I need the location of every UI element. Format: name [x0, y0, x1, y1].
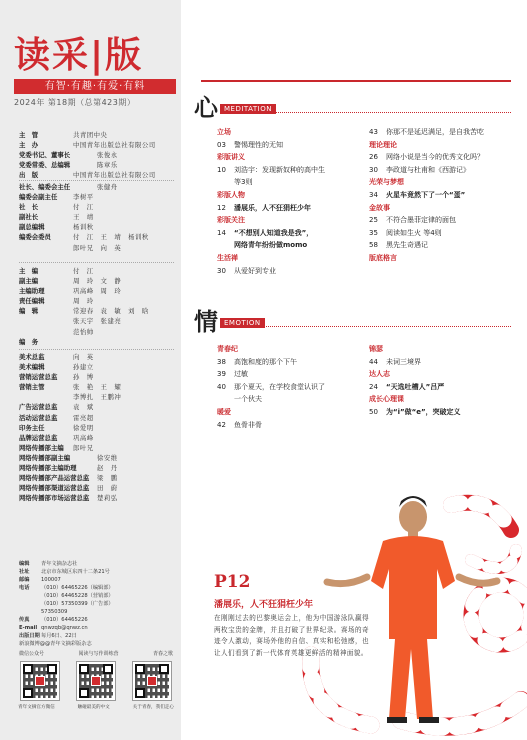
toc-entry[interactable] [369, 126, 519, 139]
toc-entry[interactable] [217, 356, 367, 369]
toc-title: 未词三境界 [386, 357, 421, 366]
toc-title: 警惕理性的无知 [234, 140, 283, 149]
youth-song-qr-code[interactable] [132, 661, 172, 701]
staff-row [19, 150, 179, 160]
staff-row [19, 160, 179, 170]
toc-category: 达人志 [369, 370, 390, 379]
toc-title: 火星车竟然下了一个“蛋” [386, 190, 466, 199]
masthead-sidebar [0, 0, 181, 740]
toc-entry[interactable] [217, 368, 367, 381]
toc-category: 彩版关注 [217, 216, 245, 225]
staff-row [19, 413, 179, 423]
staff-role: 社长、编委会主任 [19, 183, 71, 191]
staff-name: 向 英 [73, 353, 94, 361]
staff-row [19, 453, 179, 463]
staff-row [19, 423, 179, 433]
staff-role: 营销运营总监 [19, 373, 58, 382]
staff-name: 袁 斌 [73, 403, 94, 412]
staff-row [19, 243, 179, 253]
staff-role: 主 办 [19, 141, 39, 150]
staff-role: 责任编辑 [19, 297, 45, 306]
staff-row [19, 443, 179, 453]
toc-column-left-emotion [217, 343, 367, 431]
staff-role: 广告运营总监 [19, 403, 58, 412]
staff-name: 付 江 王 靖 杨训秋 [73, 233, 149, 242]
staff-name: 常迎春 袁 敏 刘 晗 [73, 307, 149, 316]
toc-category: 理论理论 [369, 140, 397, 149]
staff-role: 网络传播部主编助理 [19, 464, 77, 473]
feature-description: 在刚刚过去的巴黎奥运会上，他为中国游泳队赢得两枚宝贵的金牌，并且打破了世界纪录。赛场的奇迹令人激动，赛场外他的自信、真实和松弛感，也让人们看到了新一代体育英雄更鲜活的精神面貌。 [214, 614, 369, 657]
feature-page-number: P12 [214, 572, 251, 592]
magazine-slogan: 有智·有趣·有爱·有料 [14, 79, 176, 94]
toc-page-number: 30 [369, 165, 378, 174]
staff-name: 孙建立 [73, 363, 94, 372]
toc-category: 彩版讲义 [217, 153, 245, 162]
staff-row [19, 327, 179, 337]
toc-entry[interactable] [217, 265, 367, 278]
toc-page-number: 03 [217, 140, 226, 149]
divider [19, 180, 174, 181]
staff-role: 美术编辑 [19, 363, 45, 372]
staff-role: 社 长 [19, 203, 39, 212]
divider [19, 262, 174, 263]
toc-title: 过敏 [234, 370, 248, 379]
staff-name: 共青团中央 [73, 131, 108, 139]
toc-page-number: 34 [369, 190, 378, 199]
toc-category: 彩版人物 [217, 190, 245, 199]
staff-role: 营销主管 [19, 383, 45, 392]
staff-role: 编委会副主任 [19, 193, 58, 202]
section-rule [271, 112, 511, 113]
toc-title: 等3则 [234, 178, 253, 187]
staff-row [19, 316, 179, 326]
toc-page-number: 39 [217, 370, 226, 379]
operations-staff [19, 352, 179, 503]
toc-page-number: 25 [369, 216, 378, 225]
toc-page-number [217, 176, 234, 189]
toc-category: 生活禅 [217, 253, 238, 262]
staff-role: 网络传播部产品运营总监 [19, 474, 90, 483]
toc-category: 成长心理课 [369, 395, 404, 404]
toc-page-number: 26 [369, 153, 378, 162]
staff-role: 编 辑 [19, 307, 39, 316]
staff-row [19, 232, 179, 242]
toc-entry[interactable] [217, 176, 367, 189]
staff-name: 张 艳 王 耀 [73, 383, 122, 392]
staff-row [19, 382, 179, 392]
staff-row [19, 392, 179, 402]
staff-name: 付 江 [73, 203, 94, 212]
editorial-board [19, 182, 179, 253]
toc-page-number: 50 [369, 407, 378, 416]
staff-role: 印务主任 [19, 423, 45, 432]
toc-page-number: 35 [369, 228, 378, 237]
section-heading-meditation [194, 96, 276, 120]
staff-name: 郎叶兄 向 英 [73, 243, 122, 252]
toc-entry[interactable] [369, 381, 519, 394]
staff-name: 周 玲 文 静 [73, 277, 122, 286]
staff-name: 赵 丹 [97, 464, 118, 473]
section-char: 情 [194, 308, 218, 336]
staff-name: 周 玲 [73, 297, 94, 306]
toc-entry[interactable] [369, 189, 519, 202]
reading-camp-qr-code[interactable] [76, 661, 116, 701]
section-en-label: MEDITATION [220, 104, 276, 114]
staff-role: 副主编 [19, 277, 39, 286]
toc-title: 网络青年纷纷做momo [234, 241, 308, 250]
toc-title: 刘浩宇：发现新奴种的高中生 [234, 165, 325, 174]
toc-title: 黑先生奇遇记 [386, 241, 428, 250]
toc-entry[interactable] [369, 227, 519, 240]
staff-row [19, 433, 179, 443]
staff-role: 副总编辑 [19, 223, 45, 232]
toc-page-number: 43 [369, 128, 378, 136]
publisher-info [19, 130, 179, 180]
staff-row [19, 306, 179, 316]
staff-row [19, 170, 179, 180]
toc-column-left [217, 126, 367, 277]
staff-name: 张俊永 [97, 151, 118, 160]
staff-name: 巩高峰 周 玲 [73, 287, 122, 296]
toc-category: 版底格言 [369, 253, 397, 262]
staff-role [19, 327, 73, 337]
toc-category: 暖爱 [217, 407, 231, 416]
contact-info: 编辑 青年文摘杂志社 社址 北京市东城区东四十二条21号 邮编 100007 电话 （010）64465226（编辑部） （010）64465228（营销部） （010）57350399（广告部） 57350309 传真 （010）64465226 E-mail qnwzqb@qnwz.cn 出版日期每月6日、22日 新浪微博@@青年文摘彩版杂志 [19, 561, 114, 647]
header-rule [201, 80, 511, 82]
toc-page-number: 24 [369, 382, 378, 391]
toc-page-number: 42 [217, 420, 226, 429]
qr-subcaption: 青年文摘官方微信 [18, 705, 55, 710]
staff-row [19, 372, 179, 382]
staff-name: 楚莉弘 [97, 494, 118, 503]
staff-name: 田 蔚 [97, 484, 118, 493]
staff-name: 付 江 [73, 267, 94, 275]
staff-row [19, 266, 179, 276]
toc-page-number [217, 239, 234, 252]
toc-entry[interactable] [369, 406, 519, 419]
section-en-label: EMOTION [220, 318, 265, 328]
toc-column-right [369, 126, 519, 265]
staff-role: 主编助理 [19, 287, 45, 296]
staff-name: 梁 鹏 [97, 474, 118, 483]
qr-caption: 微信公众号 [19, 651, 45, 657]
staff-row [19, 402, 179, 412]
toc-entry[interactable] [217, 393, 367, 406]
staff-name: 巩高峰 [73, 433, 94, 442]
staff-row [19, 192, 179, 202]
staff-role: 主 管 [19, 131, 39, 139]
toc-page-number: 30 [217, 266, 226, 275]
staff-role [19, 392, 73, 402]
staff-row [19, 352, 179, 362]
toc-entry[interactable] [217, 227, 367, 240]
toc-entry[interactable] [217, 164, 367, 177]
toc-page-number: 12 [217, 203, 226, 212]
toc-page-number: 58 [369, 241, 378, 250]
staff-name: 陈章乐 [97, 161, 118, 170]
staff-role [19, 316, 73, 326]
toc-category: 光荣与梦想 [369, 178, 404, 187]
toc-page-number: 38 [217, 357, 226, 366]
toc-entry[interactable] [217, 239, 367, 252]
section-rule [263, 326, 511, 327]
qr-caption: 阅读与写作训练营 [78, 651, 119, 657]
staff-role: 网络传播部市场运营总监 [19, 494, 90, 503]
toc-title: “天选吐槽人”吕严 [386, 382, 445, 391]
staff-name: 中国青年出版总社有限公司 [73, 171, 156, 180]
toc-title: “不想别人知道我是我”， [234, 228, 314, 237]
toc-entry[interactable] [369, 164, 519, 177]
staff-name: 杨训秋 [73, 223, 94, 232]
qr-codes [16, 650, 176, 710]
toc-category: 锦瑟 [369, 345, 383, 353]
staff-name: 张天宇 张建亮 [73, 317, 122, 326]
staff-role: 党委常委、总编辑 [19, 161, 71, 170]
toc-page-number: 40 [217, 382, 226, 391]
qr-subcaption: 关于青春，我们走心 [132, 705, 174, 710]
staff-row [19, 362, 179, 372]
staff-row [19, 337, 179, 347]
table-of-contents [181, 0, 527, 740]
staff-name: 徐爱明 [73, 423, 94, 432]
toc-page-number: 14 [217, 228, 226, 237]
staff-role: 主 编 [19, 267, 39, 275]
staff-role: 美术总监 [19, 353, 45, 361]
toc-title: 从爱好到专业 [234, 266, 276, 275]
email-link[interactable]: qnwzqb@qnwz.cn [41, 625, 88, 631]
staff-role: 党委书记、董事长 [19, 151, 71, 160]
toc-category: 立场 [217, 128, 231, 136]
staff-row [19, 483, 179, 493]
toc-entry[interactable] [369, 356, 519, 369]
staff-name: 郎叶兄 [73, 443, 94, 452]
toc-title: 你那不是延迟满足，是自我苦吃 [386, 128, 484, 136]
section-char: 心 [194, 94, 218, 122]
staff-row [19, 130, 179, 140]
qr-subcaption: 触碰最美的中文 [77, 705, 110, 710]
staff-name: 雷亮超 [73, 413, 94, 422]
toc-title: 一个伙夫 [234, 395, 262, 404]
staff-name: 徐安维 [97, 453, 118, 462]
staff-row [19, 493, 179, 503]
toc-entry[interactable] [217, 202, 367, 215]
feature-title[interactable]: 潘展乐，人不狂狷枉少年 [214, 600, 314, 610]
section-heading-emotion [194, 310, 265, 334]
issue-number: 2024年 第18期（总第423期） [14, 98, 136, 107]
staff-row [19, 212, 179, 222]
toc-title: 不符合墨菲定律的面包 [386, 216, 456, 225]
staff-row [19, 202, 179, 212]
divider [19, 349, 174, 350]
toc-title: 阅读如生火 等4则 [386, 228, 442, 237]
toc-title: 那个夏天，在学校食堂认识了 [234, 382, 325, 391]
staff-row [19, 286, 179, 296]
staff-row [19, 222, 179, 232]
staff-role: 网络传播部渠道运营总监 [19, 484, 90, 493]
staff-row [19, 276, 179, 286]
staff-row [19, 463, 179, 473]
staff-row [19, 296, 179, 306]
toc-page-number: 10 [217, 165, 226, 174]
staff-role: 副社长 [19, 213, 39, 222]
staff-row [19, 473, 179, 483]
toc-title: 李政道与杜甫和《西游记》 [386, 165, 470, 174]
toc-entry[interactable] [217, 419, 367, 432]
toc-column-right-emotion [369, 343, 519, 419]
toc-entry[interactable] [369, 239, 519, 252]
staff-role: 编 务 [19, 337, 39, 346]
toc-entry[interactable] [369, 151, 519, 164]
staff-name: 范怡帅 [73, 327, 94, 336]
qr-caption: 青春之歌 [152, 651, 173, 657]
toc-title: 为“i”做“e”，突破定义 [386, 407, 461, 416]
staff-role: 品牌运营总监 [19, 433, 58, 442]
staff-role: 编委会委员 [19, 233, 51, 242]
staff-role: 出 版 [19, 171, 39, 180]
staff-name: 李博扎 王鹏冲 [73, 393, 122, 402]
wechat-qr-code[interactable] [20, 661, 60, 701]
toc-category: 金故事 [369, 203, 390, 212]
toc-title: 网络小说是当今的优秀文化吗？ [386, 153, 484, 162]
toc-title: 鱼骨非骨 [234, 420, 262, 429]
staff-name: 张健舟 [97, 183, 118, 191]
toc-title: 高饱和度的那个下午 [234, 357, 297, 366]
staff-row [19, 182, 179, 192]
staff-name: 王 靖 [73, 213, 94, 222]
magazine-brand [14, 36, 174, 111]
toc-page-number: 44 [369, 357, 378, 366]
toc-title: 潘展乐，人不狂狷枉少年 [234, 203, 311, 212]
staff-name: 孙 博 [73, 373, 94, 382]
editorial-staff [19, 266, 179, 347]
staff-role [19, 243, 73, 253]
toc-entry[interactable] [369, 214, 519, 227]
staff-role: 活动运营总监 [19, 413, 58, 422]
toc-entry[interactable] [217, 381, 367, 394]
toc-entry[interactable] [217, 139, 367, 152]
staff-name: 中国青年出版总社有限公司 [73, 141, 156, 150]
toc-page-number [217, 393, 234, 406]
staff-role: 网络传播部主编 [19, 443, 64, 452]
cover-athlete-photo [301, 465, 527, 740]
staff-row [19, 140, 179, 150]
magazine-logo: 读采|版 [14, 35, 144, 76]
staff-name: 李树平 [73, 193, 94, 202]
staff-role: 网络传播部副主编 [19, 453, 71, 462]
toc-category: 青春纪 [217, 345, 238, 353]
